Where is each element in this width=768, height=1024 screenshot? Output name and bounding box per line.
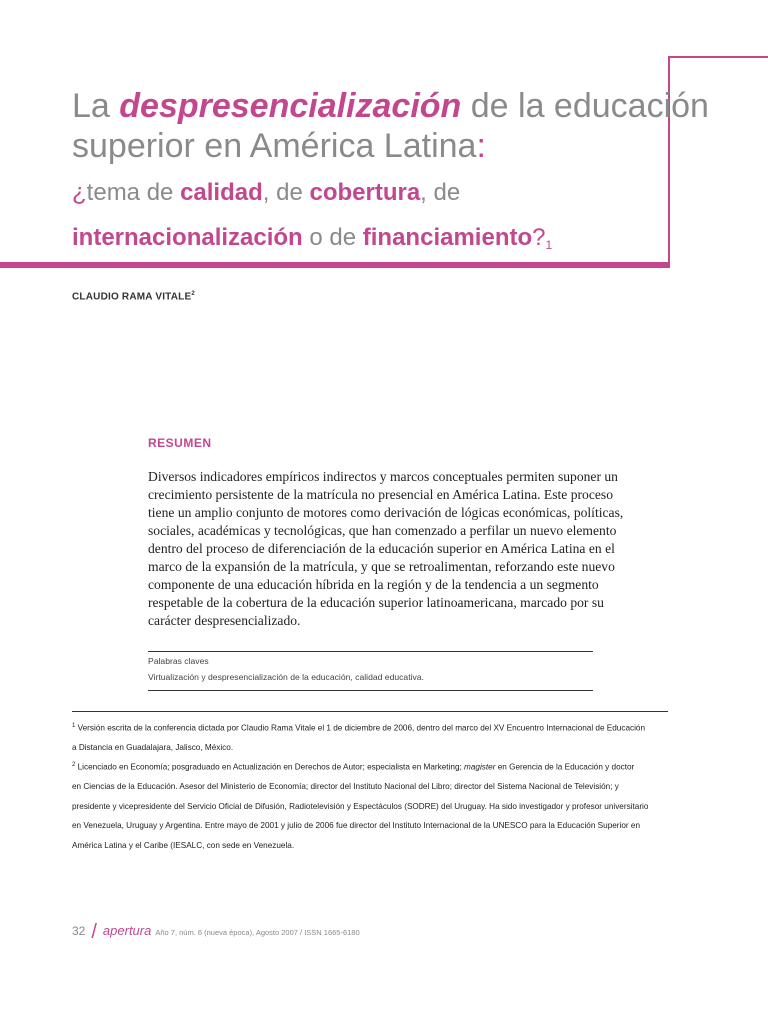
subtitle-keyword: cobertura <box>309 179 421 206</box>
question-mark-open: ¿ <box>72 179 87 206</box>
abstract-line: carácter despresencializado. <box>148 613 301 628</box>
abstract-line: respetable de la cobertura de la educación superior latinoamericana, marcado por su <box>148 595 604 610</box>
author-name: CLAUDIO RAMA VITALE <box>72 291 192 303</box>
article-title <box>72 86 709 166</box>
title-line-2 <box>72 126 672 166</box>
journal-issue-info: Año 7, núm. 6 (nueva época), Agosto 2007 / ISSN 1665-6180 <box>155 928 360 937</box>
title-text: superior en América Latina <box>72 127 477 165</box>
title-colon: : <box>476 127 486 165</box>
subtitle-text: , de <box>262 179 310 206</box>
subtitle-text: , de <box>420 179 461 206</box>
abstract-line: componente de una educación híbrida en la región y de la tendencia a un segmento <box>148 577 599 592</box>
abstract-heading: RESUMEN <box>148 436 212 450</box>
footnotes-rule <box>72 711 668 712</box>
footnote-ref[interactable]: 1 <box>545 238 553 252</box>
abstract-line: tiene un amplio conjunto de motores como derivación de lógicas económicas, políticas, <box>148 505 624 520</box>
subtitle-keyword: internacionalización <box>72 224 303 251</box>
footnote-ref[interactable]: 2 <box>191 291 195 297</box>
footnote-2 <box>72 756 672 855</box>
abstract-line: marco de la expansión de la matrícula, y que se retroalimentan, reforzando este nuevo <box>148 559 615 574</box>
abstract-line: dentro del proceso de diferenciación de la educación superior en América Latina en el <box>148 541 615 556</box>
question-mark-close: ? <box>532 224 546 251</box>
keywords-text: Virtualización y despresencialización de la educación, calidad educativa. <box>148 672 424 682</box>
abstract-line: Diversos indicadores empíricos indirectos y marcos conceptuales permiten suponer un <box>148 469 618 484</box>
subtitle-keyword: calidad <box>180 179 263 206</box>
page-footer <box>72 921 360 944</box>
subtitle-text: o de <box>302 224 363 251</box>
footnote-mark: 2 <box>72 762 76 768</box>
footnote-text: Versión escrita de la conferencia dictada por Claudio Rama Vitale el 1 de diciembre de 2006, dentro del marco del XV Encuentro Internacional de Educación <box>77 723 646 733</box>
footnote-emphasis: magister <box>464 762 496 772</box>
keywords-label: Palabras claves <box>148 656 209 666</box>
subtitle-line-1 <box>72 170 662 215</box>
page-number: 32 <box>72 924 86 938</box>
footnote-mark: 1 <box>72 723 76 729</box>
footnote-line: a Distancia en Guadalajara, Jalisco, México. <box>72 743 234 753</box>
title-text: La <box>72 87 120 125</box>
footnote-line: en Venezuela, Uruguay y Argentina. Entre mayo de 2001 y julio de 2006 fue director del Instituto Internacional de la UNESCO para la Educación Superior en <box>72 821 641 831</box>
title-line-1 <box>72 86 709 126</box>
author-byline <box>72 291 195 302</box>
footnote-text: en Gerencia de la Educación y doctor <box>495 762 635 772</box>
footnote-line <box>72 717 672 738</box>
journal-logo: apertura <box>102 923 152 938</box>
abstract-body <box>148 468 624 630</box>
title-rule <box>0 262 670 268</box>
subtitle-line-2 <box>72 215 662 260</box>
abstract-line: sociales, académicas y tecnológicas, que han comenzado a perfilar un nuevo elemento <box>148 523 617 538</box>
keywords-rule-bottom <box>148 690 593 691</box>
subtitle-keyword: financiamiento <box>362 224 533 251</box>
footnote-line: presidente y vicepresidente del Servicio Oficial de Difusión, Radiotelevisión y Espectáculos (SODRE) del Uruguay. Ha sido investigador y profesor universitario <box>72 801 649 811</box>
footnote-text: Licenciado en Economía; posgraduado en Actualización en Derechos de Autor; especialista en Marketing; <box>77 762 465 772</box>
subtitle-text: tema de <box>86 179 181 206</box>
footnote-line <box>72 756 672 777</box>
footnote-line: América Latina y el Caribe (IESALC, con sede en Venezuela. <box>72 840 295 850</box>
abstract-line: crecimiento persistente de la matrícula no presencial en América Latina. Este proceso <box>148 487 614 502</box>
decorative-frame-top <box>668 56 768 58</box>
title-highlight: despresencialización <box>119 87 462 125</box>
article-subtitle <box>72 170 662 260</box>
footnote-1 <box>72 717 672 758</box>
keywords-rule-top <box>148 651 593 652</box>
title-text: de la educación <box>461 87 709 125</box>
footer-slash: / <box>91 921 97 943</box>
footnote-line: en Ciencias de la Educación. Asesor del Ministerio de Economía; director del Instituto Nacional del Libro; director del Sistema Nacional de Televisión; y <box>72 782 619 792</box>
